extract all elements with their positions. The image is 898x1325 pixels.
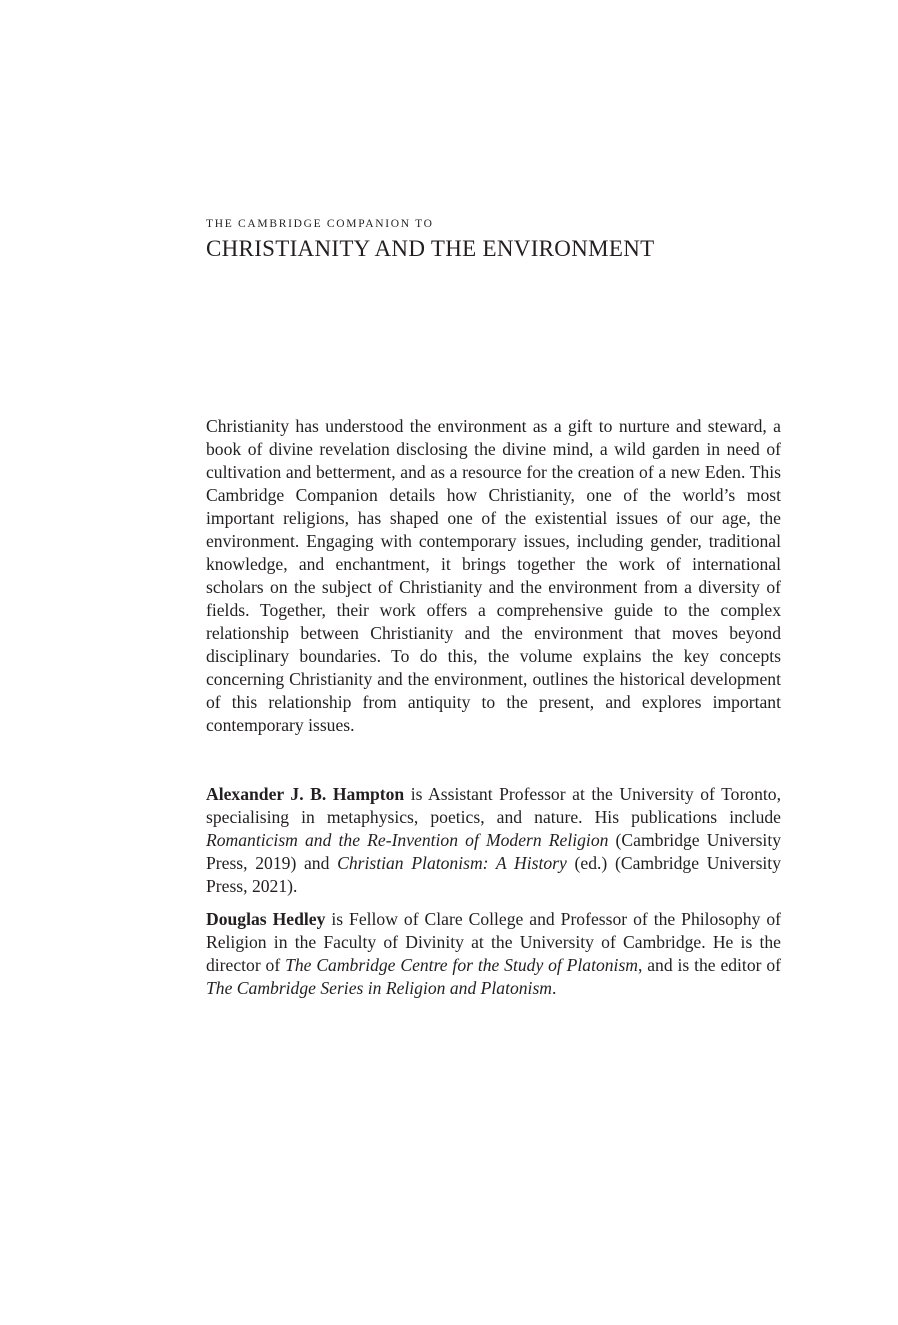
publication-title: Christian Platonism: A History: [337, 853, 567, 873]
bio-text: , and is the editor of: [638, 955, 781, 975]
series-label-text: THE CAMBRIDGE COMPANION TO: [206, 218, 434, 230]
bio-text: (Cambridge University Press, 2019) and: [206, 830, 782, 873]
organization-title: The Cambridge Centre for the Study of Platonism: [285, 955, 638, 975]
author-bio-hampton: [206, 783, 781, 898]
series-label: [206, 215, 434, 233]
bio-text: .: [552, 978, 557, 998]
author-bio-hedley: [206, 908, 781, 1000]
bio-text: is Assistant Professor at the University of Toronto, specialising in metaphysics, poetics, and nature. His publications include: [206, 784, 781, 827]
author-name: Douglas Hedley: [206, 909, 326, 929]
bio-text: is Fellow of Clare College and Professor of the Philosophy of Religion in the Faculty of Divinity at the University of Cambridge. He is the director of: [206, 909, 782, 975]
author-name: Alexander J. B. Hampton: [206, 784, 405, 804]
bio-text: (ed.) (Cambridge University Press, 2021).: [206, 853, 781, 896]
publication-title: Romanticism and the Re-Invention of Modern Religion: [206, 830, 609, 850]
book-title: CHRISTIANITY AND THE ENVIRONMENT: [206, 236, 655, 261]
book-description: Christianity has understood the environment as a gift to nurture and steward, a book of divine revelation disclosing the divine mind, a wild garden in need of cultivation and betterment, and as a resource for the creation of a new Eden. This Cambridge Companion details how Christianity, one of the world’s most important religions, has shaped one of the existential issues of our age, the environment. Engaging with contemporary issues, including gender, traditional knowledge, and enchantment, it brings together the work of international scholars on the subject of Christianity and the environment from a diversity of fields. Together, their work offers a comprehensive guide to the complex relationship between Christianity and the environment that moves beyond disciplinary boundaries. To do this, the volume explains the key concepts concerning Christianity and the environment, outlines the historical development of this relationship from antiquity to the present, and explores important contemporary issues.: [206, 416, 781, 735]
series-title: The Cambridge Series in Religion and Platonism: [206, 978, 552, 998]
